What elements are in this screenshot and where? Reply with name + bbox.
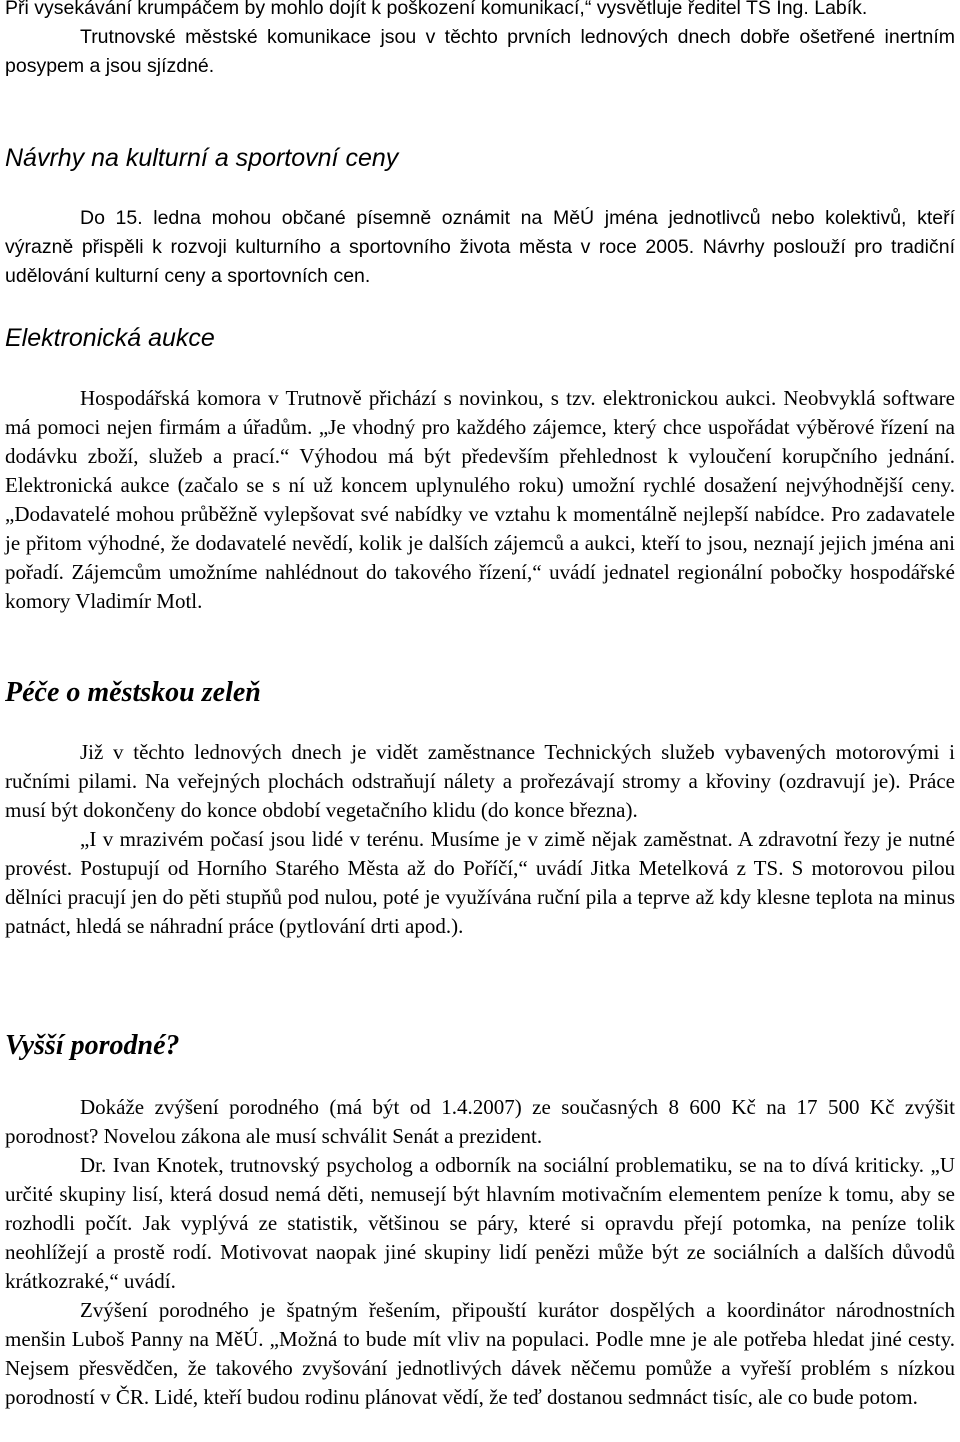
section-ceny-body	[5, 204, 955, 291]
section-heading: Elektronická aukce	[5, 324, 215, 352]
section-porodne	[5, 1030, 955, 1062]
section-zelen-body	[5, 738, 955, 941]
section-heading: Vyšší porodné?	[5, 1030, 180, 1061]
paragraph: „I v mrazivém počasí jsou lidé v terénu. Musíme je v zimě nějak zaměstnat. A zdravotní řezy je nutné provést. Postupují od Horního Starého Města až do Poříčí,“ uvádí Jitka Metelková z TS. S motorovou pilou dělníci pracují jen do pěti stupňů pod nulou, poté je využívána ruční pila a teprve až kdy klesne teplota na minus patnáct, hledá se náhradní práce (pytlování drti apod.).	[5, 827, 955, 938]
section-ceny	[5, 143, 955, 173]
intro-block	[5, 0, 955, 81]
paragraph: Již v těchto lednových dnech je vidět zaměstnance Technických služeb vybavených motorovými i ručními pilami. Na veřejných plochách odstraňují nálety a prořezávají stromy a křoviny (ozdravují je). Práce musí být dokončeny do konce období vegetačního klidu (do konce března).	[5, 740, 955, 822]
section-zelen	[5, 677, 955, 709]
section-aukce-body	[5, 384, 955, 616]
paragraph: Do 15. ledna mohou občané písemně oznámit na MěÚ jména jednotlivců nebo kolektivů, kteří výrazně přispěli k rozvoji kulturního a sportovního života města v roce 2005. Návrhy poslouží pro tradiční udělování kulturní ceny a sportovních cen.	[5, 207, 955, 287]
paragraph: Zvýšení porodného je špatným řešením, připouští kurátor dospělých a koordinátor národnostních menšin Luboš Panny na MěÚ. „Možná to bude mít vliv na populaci. Podle mne je ale potřeba hledat jiné cesty. Nejsem přesvědčen, že takového zvyšování jednotlivých dávek něčemu pomůže a vyřeší problém s nízkou porodností v ČR. Lidé, kteří budou rodinu plánovat vědí, že teď dostanou sedmnáct tisíc, ale co bude potom.	[5, 1298, 955, 1409]
paragraph: Hospodářská komora v Trutnově přichází s novinkou, s tzv. elektronickou aukci. Neobvyklá software má pomoci nejen firmám a úřadům. „Je vhodný pro každého zájemce, který chce uspořádat výběrové řízení na dodávku zboží, služeb a prací.“ Výhodou má být především přehlednost k vyloučení korupčního jednání. Elektronická aukce (začalo se s ní už koncem uplynulého roku) umožní rychlé dosažení nejvýhodnější ceny. „Dodavatelé mohou průběžně vylepšovat své nabídky ve vztahu k momentálně nejlepší nabídce. Pro zadavatele je přitom výhodné, že dodavatelé nevědí, kolik je dalších zájemců a aukci, kteří to jsou, neznají jejich jména ani pořadí. Zájemcům umožníme nahlédnout do takového řízení,“ uvádí jednatel regionální pobočky hospodářské komory Vladimír Motl.	[5, 386, 955, 613]
paragraph: Trutnovské městské komunikace jsou v těchto prvních lednových dnech dobře ošetřené inertním posypem a jsou sjízdné.	[5, 26, 955, 77]
section-aukce	[5, 323, 955, 353]
section-heading: Péče o městskou zeleň	[5, 677, 261, 708]
paragraph: Dokáže zvýšení porodného (má být od 1.4.2007) ze současných 8 600 Kč na 17 500 Kč zvýšit porodnost? Novelou zákona ale musí schválit Senát a prezident.	[5, 1095, 955, 1148]
paragraph: Při vysekávání krumpáčem by mohlo dojít k poškození komunikací,“ vysvětluje ředitel TS Ing. Labík.	[5, 0, 868, 19]
section-porodne-body	[5, 1093, 955, 1412]
paragraph: Dr. Ivan Knotek, trutnovský psycholog a odborník na sociální problematiku, se na to dívá kriticky. „U určité skupiny lisí, která dosud nemá děti, nemusejí být hlavním motivačním elementem peníze k tomu, aby se rozhodli počít. Jak vyplývá ze statistik, většinou se páry, které si opravdu přejí potomka, na peníze tolik neohlížejí a prostě rodí. Motivovat naopak jiné skupiny lidí penězi může být ze sociálních a dalších důvodů krátkozraké,“ uvádí.	[5, 1153, 955, 1293]
section-heading: Návrhy na kulturní a sportovní ceny	[5, 144, 399, 172]
